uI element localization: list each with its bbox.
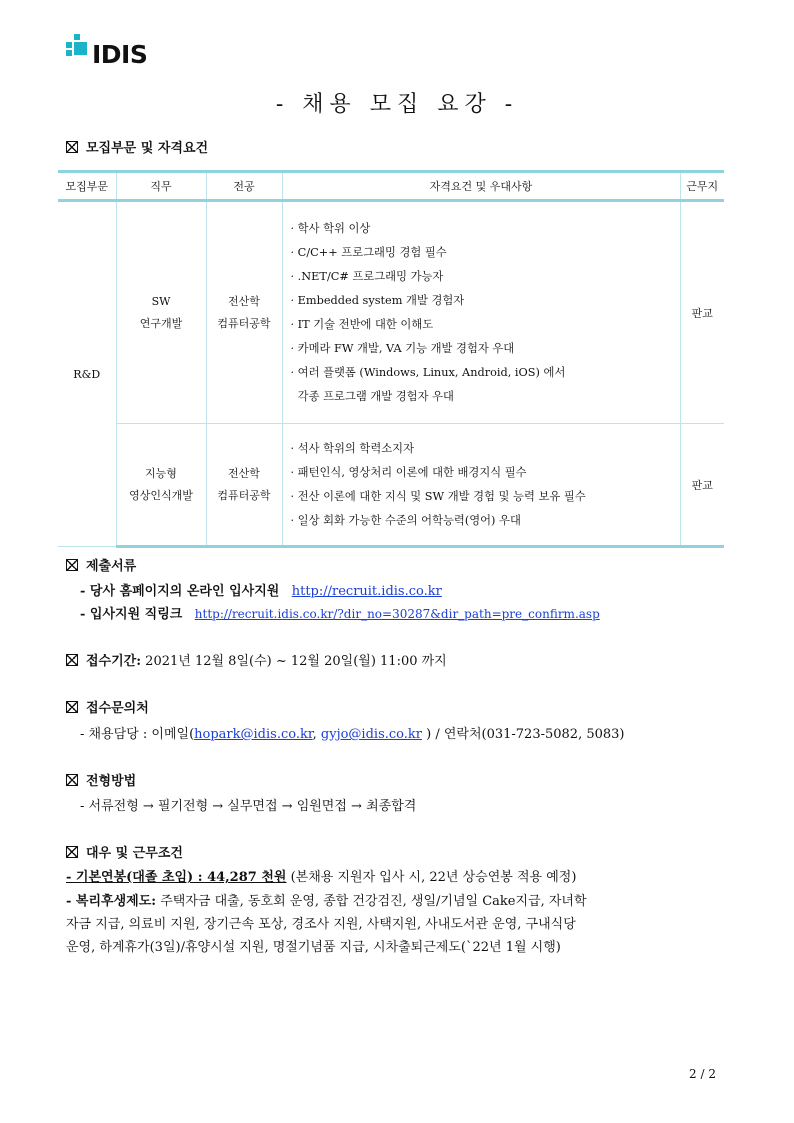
job-cell [116,424,206,547]
section-heading-text: 대우 및 근무조건 [86,846,183,861]
welfare-line-2: 자금 지급, 의료비 지원, 장기근속 포상, 경조사 지원, 사택지원, 사내도서관 운영, 구내식당 [66,917,576,932]
inquiry-prefix: - 채용담당 : 이메일( [80,727,195,742]
checkbox-icon [66,774,78,786]
application-period [66,650,447,669]
salary-label: - 기본연봉(대졸 초임) : 44,287 천원 [66,870,287,885]
checkbox-icon [66,559,78,571]
col-header: 전공 [206,172,282,201]
major-line: 전산학 [228,466,260,480]
section-heading-documents [66,555,136,574]
requirement-item: · Embedded system 개발 경험자 [290,293,465,307]
section-heading-inquiry [66,697,149,716]
location-cell: 판교 [680,201,724,424]
welfare-label: - 복리후생제도: [66,894,157,909]
period-label: 접수기간: [86,654,142,669]
requirement-item: · 학사 학위 이상 [290,221,371,235]
table-row [58,201,724,424]
requirement-item: · 여러 플랫폼 (Windows, Linux, Android, iOS) 에서 [290,365,566,379]
requirement-item: · 석사 학위의 학력소지자 [290,441,414,455]
section-heading-text: 접수문의처 [86,701,149,716]
section-heading-process [66,770,136,789]
major-line: 컴퓨터공학 [217,316,271,330]
idis-logo [66,34,148,70]
job-line: SW [151,294,171,308]
col-header: 자격요건 및 우대사항 [282,172,680,201]
page-number: 2 / 2 [689,1067,716,1081]
period-value: 2021년 12월 8일(수) ~ 12월 20일(월) 11:00 까지 [145,654,447,669]
section-heading-text: 모집부문 및 자격요건 [86,141,209,156]
section-heading-text: 제출서류 [86,559,137,574]
col-header: 모집부문 [58,172,116,201]
welfare-line-3: 운영, 하계휴가(3일)/휴양시설 지원, 명절기념품 지급, 시차출퇴근제도(`22년 1월 시행) [66,940,561,955]
inquiry-suffix: ) / 연락처(031-723-5082, 5083) [421,727,625,742]
inquiry-contact [80,723,625,742]
table-row [58,424,724,547]
requirements-cell [282,424,680,547]
checkbox-icon [66,141,78,153]
direct-apply-link[interactable]: http://recruit.idis.co.kr/?dir_no=30287&dir_path=pre_confirm.asp [194,607,600,621]
recruit-site-link[interactable]: http://recruit.idis.co.kr [291,584,442,599]
checkbox-icon [66,846,78,858]
job-line: 지능형 [145,466,177,480]
major-line: 전산학 [228,294,260,308]
email-link-2[interactable]: gyjo@idis.co.kr [320,727,422,742]
division-cell: R&D [58,201,116,547]
salary-line [66,866,576,885]
checkbox-icon [66,654,78,666]
docs-line-2 [80,603,600,622]
docs-label: - 입사지원 직링크 [80,607,183,622]
welfare-line-1 [66,890,587,909]
table-header-row [58,172,724,201]
requirement-item: · 패턴인식, 영상처리 이론에 대한 배경지식 필수 [290,465,527,479]
page-title: - 채용 모집 요강 - [275,92,519,117]
process-steps: - 서류전형 → 필기전형 → 실무면접 → 임원면접 → 최종합격 [80,799,417,814]
requirements-table [58,170,724,548]
requirement-item: · .NET/C# 프로그래밍 가능자 [290,269,444,283]
col-header: 직무 [116,172,206,201]
docs-label: - 당사 홈페이지의 온라인 입사지원 [80,584,280,599]
job-cell [116,201,206,424]
section-heading-text: 전형방법 [86,774,137,789]
checkbox-icon [66,701,78,713]
major-cell [206,201,282,424]
requirement-item: · 카메라 FW 개발, VA 기능 개발 경험자 우대 [290,341,515,355]
major-cell [206,424,282,547]
col-header: 근무지 [680,172,724,201]
requirement-item: · 일상 회화 가능한 수준의 어학능력(영어) 우대 [290,513,521,527]
requirement-item: · C/C++ 프로그래밍 경험 필수 [290,245,447,259]
requirement-item: · 전산 이론에 대한 지식 및 SW 개발 경험 및 능력 보유 필수 [290,489,586,503]
section-heading-benefits [66,842,183,861]
job-line: 연구개발 [139,316,183,330]
requirement-item: · IT 기술 전반에 대한 이해도 [290,317,434,331]
requirements-cell [282,201,680,424]
location-cell: 판교 [680,424,724,547]
salary-note: (본채용 지원자 입사 시, 22년 상승연봉 적용 예정) [286,870,577,885]
docs-line-1 [80,580,442,599]
logo-mark-icon [66,34,88,56]
major-line: 컴퓨터공학 [217,488,271,502]
inquiry-separator: , [312,727,321,742]
welfare-text: 주택자금 대출, 동호회 운영, 종합 건강검진, 생일/기념일 Cake지급, 자녀학 [156,894,587,909]
logo-text: IDIS [92,40,148,69]
job-line: 영상인식개발 [129,488,193,502]
requirement-item: 각종 프로그램 개발 경험자 우대 [290,389,454,403]
email-link-1[interactable]: hopark@idis.co.kr [194,727,313,742]
section-heading-requirements [66,137,208,156]
